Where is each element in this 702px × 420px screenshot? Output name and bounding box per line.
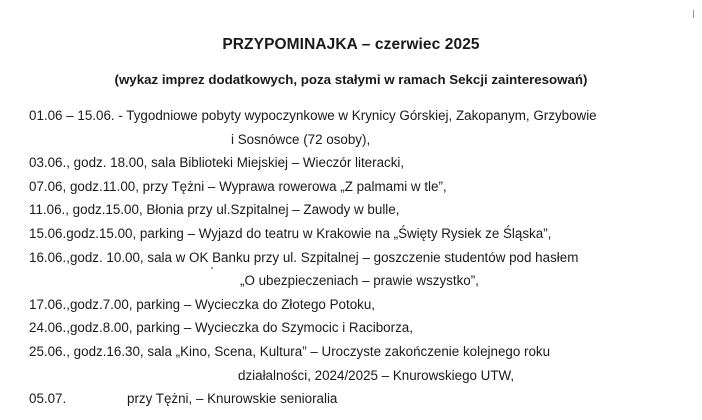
events-list bbox=[29, 104, 699, 411]
document-title: PRZYPOMINAJKA – czerwiec 2025 bbox=[222, 36, 480, 53]
list-item bbox=[29, 198, 699, 222]
entry-date: 05.07. bbox=[29, 391, 67, 407]
list-item bbox=[29, 293, 699, 317]
entry-text: 16.06.,godz. 10.00, sala w OK Banku przy ul. Szpitalnej – goszczenie studentów pod hasłem bbox=[29, 249, 579, 265]
list-item bbox=[29, 316, 699, 340]
list-item bbox=[29, 222, 699, 246]
scan-speck bbox=[211, 267, 213, 269]
entry-continuation: i Sosnówce (72 osoby), bbox=[231, 131, 371, 147]
list-item bbox=[29, 104, 699, 151]
list-item bbox=[29, 175, 699, 199]
list-item bbox=[29, 340, 699, 387]
scan-mark bbox=[693, 10, 694, 18]
entry-text: 03.06., godz. 18.00, sala Biblioteki Miejskiej – Wieczór literacki, bbox=[29, 155, 405, 171]
list-item bbox=[29, 246, 699, 293]
entry-continuation: „O ubezpieczeniach – prawie wszystko”, bbox=[240, 273, 479, 289]
entry-description: przy Tężni, – Knurowskie senioralia bbox=[127, 391, 338, 407]
document-subtitle: (wykaz imprez dodatkowych, poza stałymi w ramach Sekcji zainteresowań) bbox=[114, 72, 588, 87]
entry-text: 11.06., godz.15.00, Błonia przy ul.Szpitalnej – Zawody w bulle, bbox=[29, 202, 400, 218]
entry-continuation: działalności, 2024/2025 – Knurowskiego UTW, bbox=[238, 367, 515, 383]
entry-text: 17.06.,godz.7.00, parking – Wycieczka do Złotego Potoku, bbox=[29, 296, 376, 312]
list-item bbox=[29, 387, 699, 411]
entry-text: 01.06 – 15.06. - Tygodniowe pobyty wypoczynkowe w Krynicy Górskiej, Zakopanym, Grzybowie bbox=[29, 108, 597, 123]
entry-text: 15.06.godz.15.00, parking – Wyjazd do teatru w Krakowie na „Święty Rysiek ze Śląska”, bbox=[29, 225, 552, 241]
entry-text bbox=[29, 387, 699, 411]
list-item bbox=[29, 151, 699, 175]
entry-text: 24.06.,godz.8.00, parking – Wycieczka do Szymocic i Raciborza, bbox=[29, 320, 413, 336]
entry-text: 07.06, godz.11.00, przy Tężni – Wyprawa rowerowa „Z palmami w tle”, bbox=[29, 178, 447, 194]
entry-text: 25.06., godz.16.30, sala „Kino, Scena, Kultura” – Uroczyste zakończenie kolejnego roku bbox=[29, 343, 551, 359]
